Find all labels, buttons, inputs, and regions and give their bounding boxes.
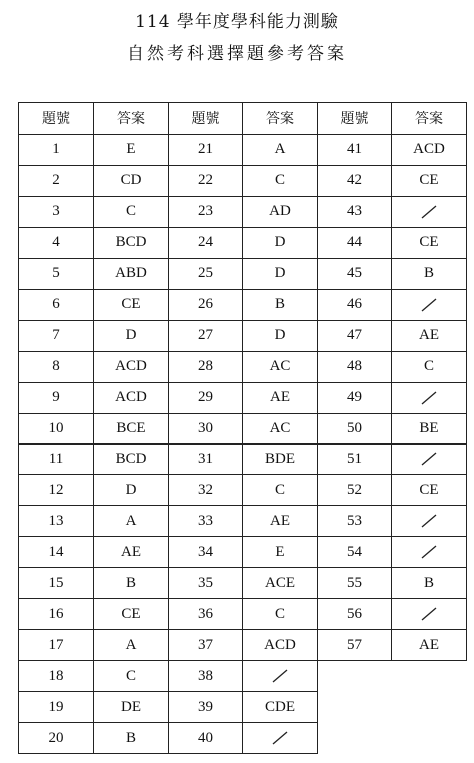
question-number-cell: 14 (18, 536, 94, 568)
slash-icon (420, 452, 438, 466)
answer-cell: CE (391, 165, 467, 197)
answer-cell: BCD (93, 444, 169, 476)
question-number-cell: 47 (317, 320, 392, 352)
question-number-cell: 12 (18, 474, 94, 506)
answer-cell: B (242, 289, 318, 321)
question-number-cell: 50 (317, 413, 392, 445)
answer-cell: CDE (242, 691, 318, 723)
answer-cell: CE (391, 227, 467, 259)
question-number-cell: 7 (18, 320, 94, 352)
answer-cell: AE (242, 505, 318, 537)
no-answer-slash-cell (391, 536, 467, 568)
header-question-number: 題號 (317, 102, 392, 135)
slash-icon (420, 514, 438, 528)
slash-icon (271, 669, 289, 683)
answer-cell: C (391, 351, 467, 383)
question-number-cell: 9 (18, 382, 94, 414)
question-number-cell: 35 (168, 567, 243, 599)
question-number-cell: 20 (18, 722, 94, 754)
answer-cell: BDE (242, 444, 318, 476)
question-number-cell: 22 (168, 165, 243, 197)
answer-cell: AE (391, 629, 467, 661)
answer-cell: AE (93, 536, 169, 568)
question-number-cell: 43 (317, 196, 392, 228)
no-answer-slash-cell (391, 382, 467, 414)
question-number-cell: 28 (168, 351, 243, 383)
question-number-cell: 52 (317, 474, 392, 506)
document-subtitle: 自然考科選擇題參考答案 (127, 44, 347, 64)
answer-cell: AC (242, 351, 318, 383)
answer-cell: B (93, 567, 169, 599)
answer-cell: AC (242, 413, 318, 445)
slash-icon (271, 731, 289, 745)
question-number-cell: 26 (168, 289, 243, 321)
answer-cell: C (242, 165, 318, 197)
question-number-cell: 48 (317, 351, 392, 383)
no-answer-slash-cell (391, 505, 467, 537)
answer-cell: B (391, 567, 467, 599)
answer-cell: D (242, 320, 318, 352)
document-title: 114 學年度學科能力測驗 (135, 12, 339, 32)
answer-cell: D (242, 227, 318, 259)
question-number-cell: 1 (18, 134, 94, 166)
question-number-cell: 21 (168, 134, 243, 166)
question-number-cell: 2 (18, 165, 94, 197)
question-number-cell: 19 (18, 691, 94, 723)
question-number-cell: 56 (317, 598, 392, 630)
question-number-cell: 8 (18, 351, 94, 383)
question-number-cell: 46 (317, 289, 392, 321)
header-answer: 答案 (242, 102, 318, 135)
no-answer-slash-cell (391, 444, 467, 476)
question-number-cell: 41 (317, 134, 392, 166)
answer-cell: C (93, 660, 169, 692)
answer-cell: D (93, 474, 169, 506)
question-number-cell: 45 (317, 258, 392, 290)
answer-cell: B (93, 722, 169, 754)
answer-cell: ACD (391, 134, 467, 166)
question-number-cell: 13 (18, 505, 94, 537)
question-number-cell: 25 (168, 258, 243, 290)
question-number-cell: 33 (168, 505, 243, 537)
question-number-cell: 54 (317, 536, 392, 568)
answer-cell: ACE (242, 567, 318, 599)
no-answer-slash-cell (242, 722, 318, 754)
answer-cell: CE (93, 598, 169, 630)
answer-cell: ACD (93, 382, 169, 414)
answer-cell: DE (93, 691, 169, 723)
question-number-cell: 4 (18, 227, 94, 259)
answer-cell: ACD (93, 351, 169, 383)
slash-icon (420, 607, 438, 621)
answer-cell: C (242, 474, 318, 506)
answer-cell: BCE (93, 413, 169, 445)
answer-cell: ABD (93, 258, 169, 290)
question-number-cell: 17 (18, 629, 94, 661)
answer-cell: E (242, 536, 318, 568)
question-number-cell: 44 (317, 227, 392, 259)
answer-cell: A (93, 505, 169, 537)
answer-cell: E (93, 134, 169, 166)
answer-cell: AE (391, 320, 467, 352)
slash-icon (420, 298, 438, 312)
answer-table (18, 102, 467, 752)
answer-cell: B (391, 258, 467, 290)
question-number-cell: 16 (18, 598, 94, 630)
question-number-cell: 37 (168, 629, 243, 661)
answer-cell: A (242, 134, 318, 166)
answer-cell: A (93, 629, 169, 661)
question-number-cell: 18 (18, 660, 94, 692)
answer-cell: D (93, 320, 169, 352)
header-answer: 答案 (391, 102, 467, 135)
slash-icon (420, 545, 438, 559)
question-number-cell: 23 (168, 196, 243, 228)
no-answer-slash-cell (391, 598, 467, 630)
header-question-number: 題號 (18, 102, 94, 135)
no-answer-slash-cell (391, 196, 467, 228)
answer-cell: ACD (242, 629, 318, 661)
slash-icon (420, 205, 438, 219)
question-number-cell: 40 (168, 722, 243, 754)
question-number-cell: 3 (18, 196, 94, 228)
header-question-number: 題號 (168, 102, 243, 135)
question-number-cell: 5 (18, 258, 94, 290)
answer-cell: C (93, 196, 169, 228)
answer-cell: C (242, 598, 318, 630)
question-number-cell: 10 (18, 413, 94, 445)
question-number-cell: 57 (317, 629, 392, 661)
answer-cell: D (242, 258, 318, 290)
answer-cell: CE (93, 289, 169, 321)
answer-cell: BCD (93, 227, 169, 259)
question-number-cell: 55 (317, 567, 392, 599)
question-number-cell: 31 (168, 444, 243, 476)
question-number-cell: 11 (18, 444, 94, 476)
header-answer: 答案 (93, 102, 169, 135)
question-number-cell: 42 (317, 165, 392, 197)
question-number-cell: 53 (317, 505, 392, 537)
no-answer-slash-cell (242, 660, 318, 692)
answer-cell: CD (93, 165, 169, 197)
question-number-cell: 32 (168, 474, 243, 506)
question-number-cell: 24 (168, 227, 243, 259)
answer-cell: AD (242, 196, 318, 228)
answer-cell: CE (391, 474, 467, 506)
no-answer-slash-cell (391, 289, 467, 321)
question-number-cell: 15 (18, 567, 94, 599)
question-number-cell: 49 (317, 382, 392, 414)
answer-cell: AE (242, 382, 318, 414)
question-number-cell: 6 (18, 289, 94, 321)
slash-icon (420, 391, 438, 405)
question-number-cell: 30 (168, 413, 243, 445)
question-number-cell: 39 (168, 691, 243, 723)
question-number-cell: 38 (168, 660, 243, 692)
question-number-cell: 27 (168, 320, 243, 352)
question-number-cell: 34 (168, 536, 243, 568)
answer-cell: BE (391, 413, 467, 445)
question-number-cell: 36 (168, 598, 243, 630)
question-number-cell: 51 (317, 444, 392, 476)
question-number-cell: 29 (168, 382, 243, 414)
